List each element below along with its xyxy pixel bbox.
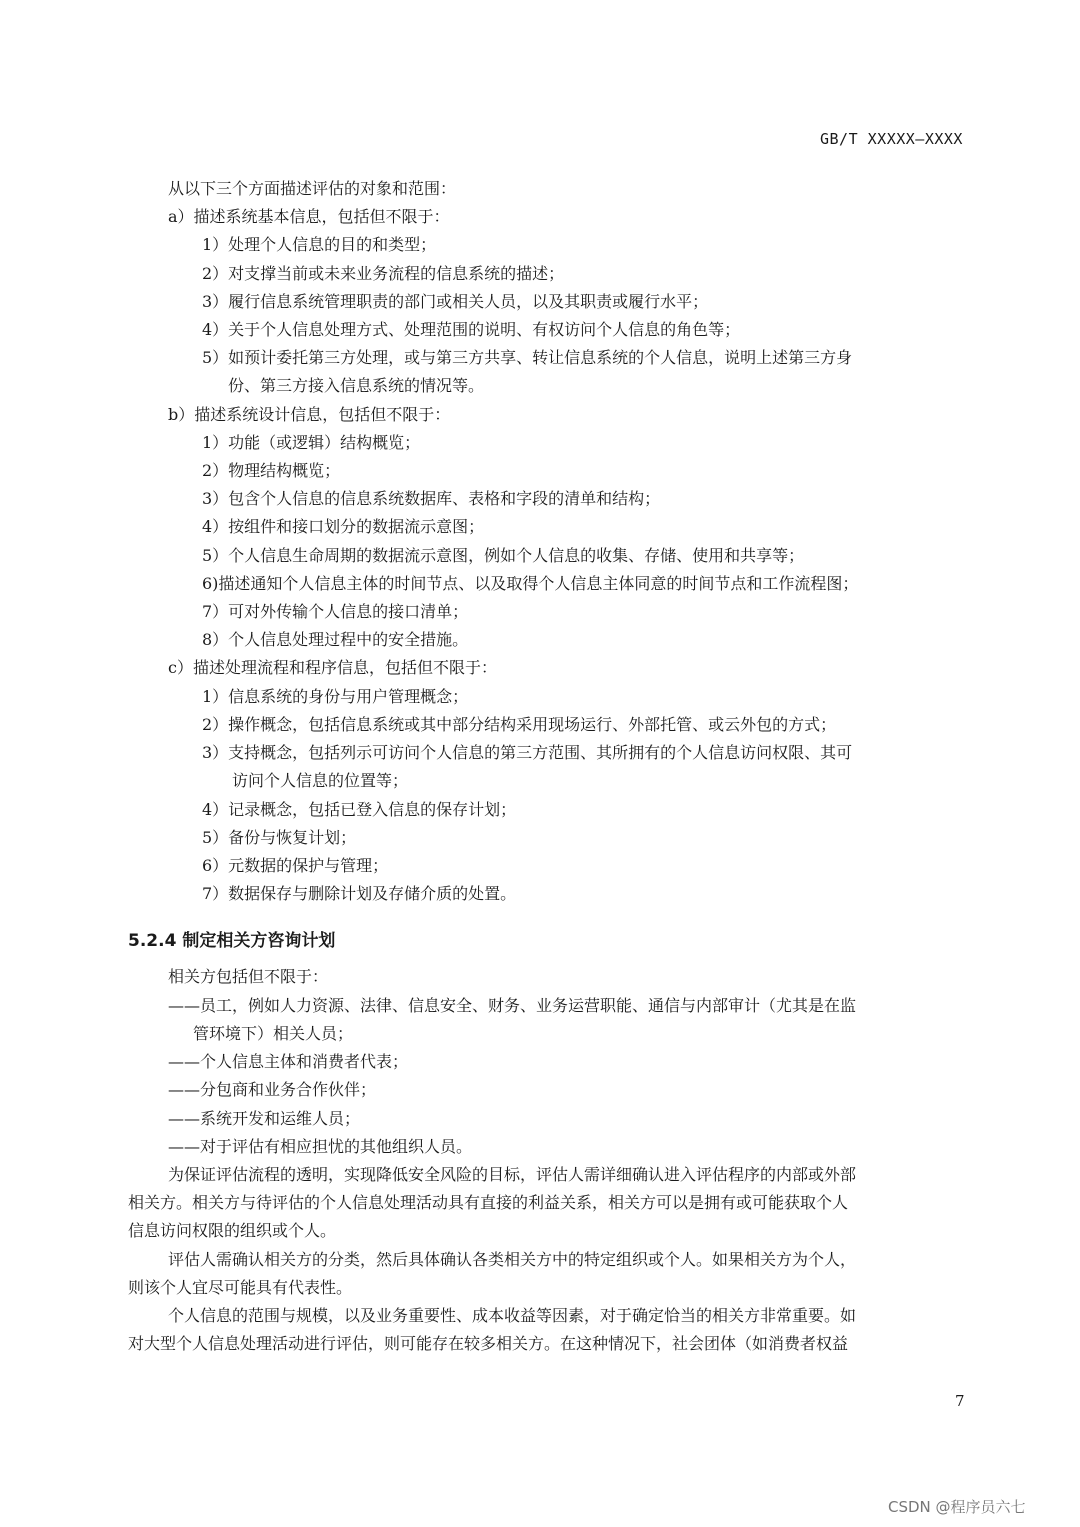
group-b-item: 2）物理结构概览； — [202, 461, 341, 480]
paragraph-line: 相关方。相关方与待评估的个人信息处理活动具有直接的利益关系，相关方可以是拥有或可能获取个人 — [128, 1193, 849, 1212]
group-a-item: 3）履行信息系统管理职责的部门或相关人员，以及其职责或履行水平； — [202, 292, 709, 311]
group-b-item: 3）包含个人信息的信息系统数据库、表格和字段的清单和结构； — [202, 489, 661, 508]
group-b-item: 1）功能（或逻辑）结构概览； — [202, 433, 421, 452]
group-a-title: a）描述系统基本信息，包括但不限于： — [168, 207, 450, 226]
group-b-item: 8）个人信息处理过程中的安全措施。 — [202, 630, 469, 649]
group-c-item: 3）支持概念，包括列示可访问个人信息的第三方范围、其所拥有的个人信息访问权限、其可 — [202, 743, 853, 762]
group-c-item: 2）操作概念，包括信息系统或其中部分结构采用现场运行、外部托管、或云外包的方式； — [202, 715, 837, 734]
group-c-item: 5）备份与恢复计划； — [202, 828, 357, 847]
stakeholders-intro: 相关方包括但不限于： — [168, 967, 329, 986]
stakeholder-item: ——员工，例如人力资源、法律、信息安全、财务、业务运营职能、通信与内部审计（尤其是在监 — [168, 996, 857, 1015]
group-b-item: 4）按组件和接口划分的数据流示意图； — [202, 517, 485, 536]
group-a-item: 2）对支撑当前或未来业务流程的信息系统的描述； — [202, 264, 565, 283]
group-b-item: 7）可对外传输个人信息的接口清单； — [202, 602, 469, 621]
stakeholder-item-continued: 管环境下）相关人员； — [193, 1024, 354, 1043]
group-b-title: b）描述系统设计信息，包括但不限于： — [168, 405, 451, 424]
group-a-item: 1）处理个人信息的目的和类型； — [202, 235, 437, 254]
paragraph-line: 则该个人宜尽可能具有代表性。 — [128, 1278, 353, 1297]
paragraph-line: 信息访问权限的组织或个人。 — [128, 1221, 337, 1240]
intro-line: 从以下三个方面描述评估的对象和范围： — [168, 179, 457, 198]
group-c-item: 7）数据保存与删除计划及存储介质的处置。 — [202, 884, 517, 903]
stakeholder-item: ——系统开发和运维人员； — [168, 1109, 361, 1128]
stakeholder-item: ——个人信息主体和消费者代表； — [168, 1052, 409, 1071]
paragraph-line: 对大型个人信息处理活动进行评估，则可能存在较多相关方。在这种情况下，社会团体（如消费者权益 — [128, 1334, 849, 1353]
section-heading: 5.2.4 制定相关方咨询计划 — [128, 931, 336, 951]
stakeholder-item: ——分包商和业务合作伙伴； — [168, 1080, 377, 1099]
group-b-item: 6)描述通知个人信息主体的时间节点、以及取得个人信息主体同意的时间节点和工作流程图； — [202, 574, 859, 593]
paragraph-line: 为保证评估流程的透明，实现降低安全风险的目标，评估人需详细确认进入评估程序的内部或外部 — [168, 1165, 857, 1184]
group-c-item: 1）信息系统的身份与用户管理概念； — [202, 687, 469, 706]
group-b-item: 5）个人信息生命周期的数据流示意图，例如个人信息的收集、存储、使用和共享等； — [202, 546, 805, 565]
group-a-item: 4）关于个人信息处理方式、处理范围的说明、有权访问个人信息的角色等； — [202, 320, 741, 339]
group-c-item: 4）记录概念，包括已登入信息的保存计划； — [202, 800, 517, 819]
group-a-item-continued: 份、第三方接入信息系统的情况等。 — [228, 376, 485, 395]
group-a-item: 5）如预计委托第三方处理，或与第三方共享、转让信息系统的个人信息，说明上述第三方身 — [202, 348, 853, 367]
paragraph-line: 个人信息的范围与规模，以及业务重要性、成本收益等因素，对于确定恰当的相关方非常重要。如 — [168, 1306, 857, 1325]
group-c-item: 6）元数据的保护与管理； — [202, 856, 389, 875]
paragraph-line: 评估人需确认相关方的分类，然后具体确认各类相关方中的特定组织或个人。如果相关方为个人， — [168, 1250, 857, 1269]
group-c-item-continued: 访问个人信息的位置等； — [232, 771, 409, 790]
page-number: 7 — [955, 1392, 965, 1410]
csdn-watermark: CSDN @程序员六七 — [888, 1498, 1026, 1516]
group-c-title: c）描述处理流程和程序信息，包括但不限于： — [168, 658, 497, 677]
standard-code: GB/T XXXXX—XXXX — [820, 130, 963, 148]
stakeholder-item: ——对于评估有相应担忧的其他组织人员。 — [168, 1137, 473, 1156]
